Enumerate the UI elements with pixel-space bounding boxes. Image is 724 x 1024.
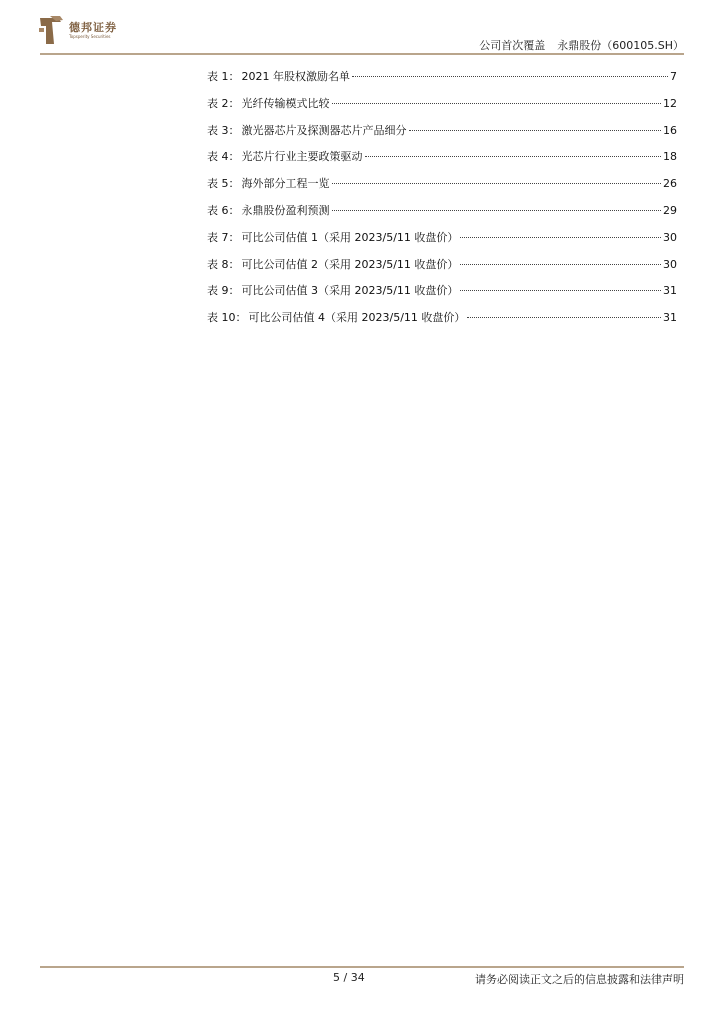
toc-entry[interactable] [207,68,677,95]
toc-entry-title: 可比公司估值 4（采用 2023/5/11 收盘价） [248,311,466,325]
footer-divider [40,966,684,968]
toc-entry[interactable] [207,202,677,229]
toc-dot-leader [332,210,662,211]
toc-entry-page: 30 [663,230,677,244]
toc-dot-leader [409,130,662,131]
legal-disclaimer: 请务必阅读正文之后的信息披露和法律声明 [475,973,684,986]
toc-entry-title: 可比公司估值 2（采用 2023/5/11 收盘价） [241,257,459,271]
toc-dot-leader [467,317,661,318]
toc-dot-leader [460,237,661,238]
company-logo [38,14,117,46]
toc-entry[interactable] [207,229,677,256]
toc-dot-leader [460,290,661,291]
toc-entry-page: 18 [663,150,677,164]
toc-entry[interactable] [207,282,677,309]
toc-entry[interactable] [207,95,677,122]
logo-name-cn: 德邦证券 [69,20,117,34]
toc-entry-page: 12 [663,96,677,110]
toc-entry-label: 表 7： [207,230,240,244]
company-ticker: 永鼎股份（600105.SH） [557,39,684,52]
toc-entry[interactable] [207,175,677,202]
logo-name-en: Topsperity Securities [69,33,111,39]
report-type: 公司首次覆盖 [479,39,546,52]
toc-entry-title: 光芯片行业主要政策驱动 [241,150,363,164]
toc-dot-leader [352,76,668,77]
toc-entry-label: 表 3： [207,123,240,137]
header-divider [40,53,684,55]
toc-entry-title: 激光器芯片及探测器芯片产品细分 [241,123,407,137]
toc-entry[interactable] [207,148,677,175]
toc-dot-leader [365,156,662,157]
toc-entry[interactable] [207,309,677,336]
toc-entry-title: 海外部分工程一览 [241,177,330,191]
toc-entry[interactable] [207,256,677,283]
toc-entry-title: 永鼎股份盈利预测 [241,203,330,217]
toc-entry-page: 29 [663,203,677,217]
toc-entry-page: 26 [663,177,677,191]
toc-entry-label: 表 4： [207,150,240,164]
toc-entry-page: 30 [663,257,677,271]
toc-entry-label: 表 9： [207,284,240,298]
toc-entry-title: 2021 年股权激励名单 [241,70,350,83]
report-header [479,37,684,53]
toc-dot-leader [332,183,662,184]
toc-dot-leader [460,264,661,265]
toc-entry-title: 可比公司估值 3（采用 2023/5/11 收盘价） [241,284,459,298]
toc-entry-page: 31 [663,311,677,325]
table-of-contents-tables [207,68,677,336]
toc-entry-label: 表 8： [207,257,240,271]
toc-dot-leader [332,103,662,104]
toc-entry-page: 16 [663,123,677,137]
logo-mark-icon [38,14,64,46]
toc-entry-page: 7 [670,70,677,83]
toc-entry-label: 表 5： [207,177,240,191]
toc-entry-page: 31 [663,284,677,298]
page-indicator: 5 / 34 [333,971,365,984]
toc-entry-label: 表 1： [207,70,240,83]
toc-entry-label: 表 2： [207,96,240,110]
toc-entry-label: 表 10： [207,311,247,325]
toc-entry-title: 光纤传输模式比较 [241,96,330,110]
toc-entry[interactable] [207,122,677,149]
toc-entry-title: 可比公司估值 1（采用 2023/5/11 收盘价） [241,230,459,244]
toc-entry-label: 表 6： [207,203,240,217]
